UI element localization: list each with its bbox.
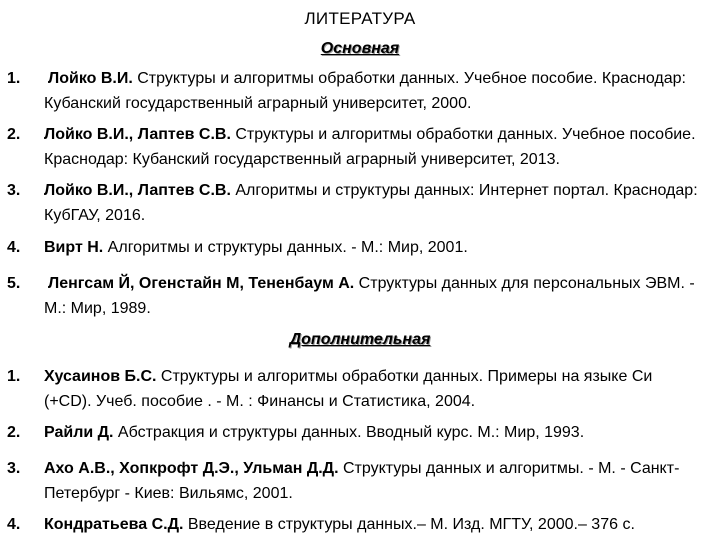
reference-authors: Ахо А.В., Хопкрофт Д.Э., Ульман Д.Д. bbox=[44, 460, 339, 477]
reference-text: Структуры и алгоритмы обработки данных. Учебное пособие. Краснодар: Кубанский государственный аграрный университет, 2013. bbox=[44, 126, 696, 168]
reference-authors: Вирт Н. bbox=[44, 239, 104, 256]
reference-authors: Хусаинов Б.С. bbox=[44, 368, 157, 385]
reference-body bbox=[44, 122, 699, 172]
reference-text: Структуры и алгоритмы обработки данных. Учебное пособие. Краснодар: Кубанский государственный аграрный университет, 2000. bbox=[44, 70, 686, 112]
reference-text: Алгоритмы и структуры данных. - М.: Мир, 2001. bbox=[103, 239, 468, 256]
reference-number: 4. bbox=[7, 516, 21, 533]
reference-text: Абстракция и структуры данных. Вводный курс. М.: Мир, 1993. bbox=[113, 424, 585, 441]
reference-text: Алгоритмы и структуры данных: Интернет портал. Краснодар: КубГАУ, 2016. bbox=[44, 182, 698, 224]
reference-text: Введение в структуры данных.– М. Изд. МГТУ, 2000.– 376 с. bbox=[183, 516, 635, 533]
section-heading-extra: Дополнительная bbox=[289, 331, 431, 348]
reference-number: 2. bbox=[7, 126, 21, 143]
reference-text: Структуры данных для персональных ЭВМ. - М.: Мир, 1989. bbox=[44, 275, 695, 317]
reference-number: 1. bbox=[7, 70, 21, 87]
reference-body bbox=[44, 364, 699, 414]
reference-number: 2. bbox=[7, 424, 21, 441]
section-heading-main: Основная bbox=[320, 40, 400, 57]
reference-body bbox=[44, 178, 699, 228]
reference-body bbox=[44, 271, 699, 321]
reference-authors: Кондратьева С.Д. bbox=[44, 516, 184, 533]
reference-body bbox=[44, 420, 699, 445]
reference-authors: Ленгсам Й, Огенстайн М, Тененбаум А. bbox=[48, 275, 355, 292]
reference-authors: Лойко В.И., Лаптев С.В. bbox=[44, 126, 231, 143]
reference-body bbox=[44, 456, 699, 506]
reference-body bbox=[44, 235, 699, 260]
reference-text: Структуры и алгоритмы обработки данных. Примеры на языке Си (+CD). Учеб. пособие . - М. : Финансы и Статистика, 2004. bbox=[44, 368, 653, 410]
reference-body bbox=[44, 512, 699, 537]
reference-body bbox=[44, 66, 699, 116]
reference-number: 5. bbox=[7, 275, 21, 292]
page-title: ЛИТЕРАТУРА bbox=[304, 9, 416, 28]
reference-number: 3. bbox=[7, 182, 21, 199]
reference-number: 4. bbox=[7, 239, 21, 256]
reference-text: Структуры данных и алгоритмы. - М. - Санкт-Петербург - Киев: Вильямс, 2001. bbox=[44, 460, 680, 502]
reference-number: 3. bbox=[7, 460, 21, 477]
reference-authors: Лойко В.И. bbox=[48, 70, 133, 87]
reference-number: 1. bbox=[7, 368, 21, 385]
reference-authors: Райли Д. bbox=[44, 424, 114, 441]
reference-authors: Лойко В.И., Лаптев С.В. bbox=[44, 182, 231, 199]
